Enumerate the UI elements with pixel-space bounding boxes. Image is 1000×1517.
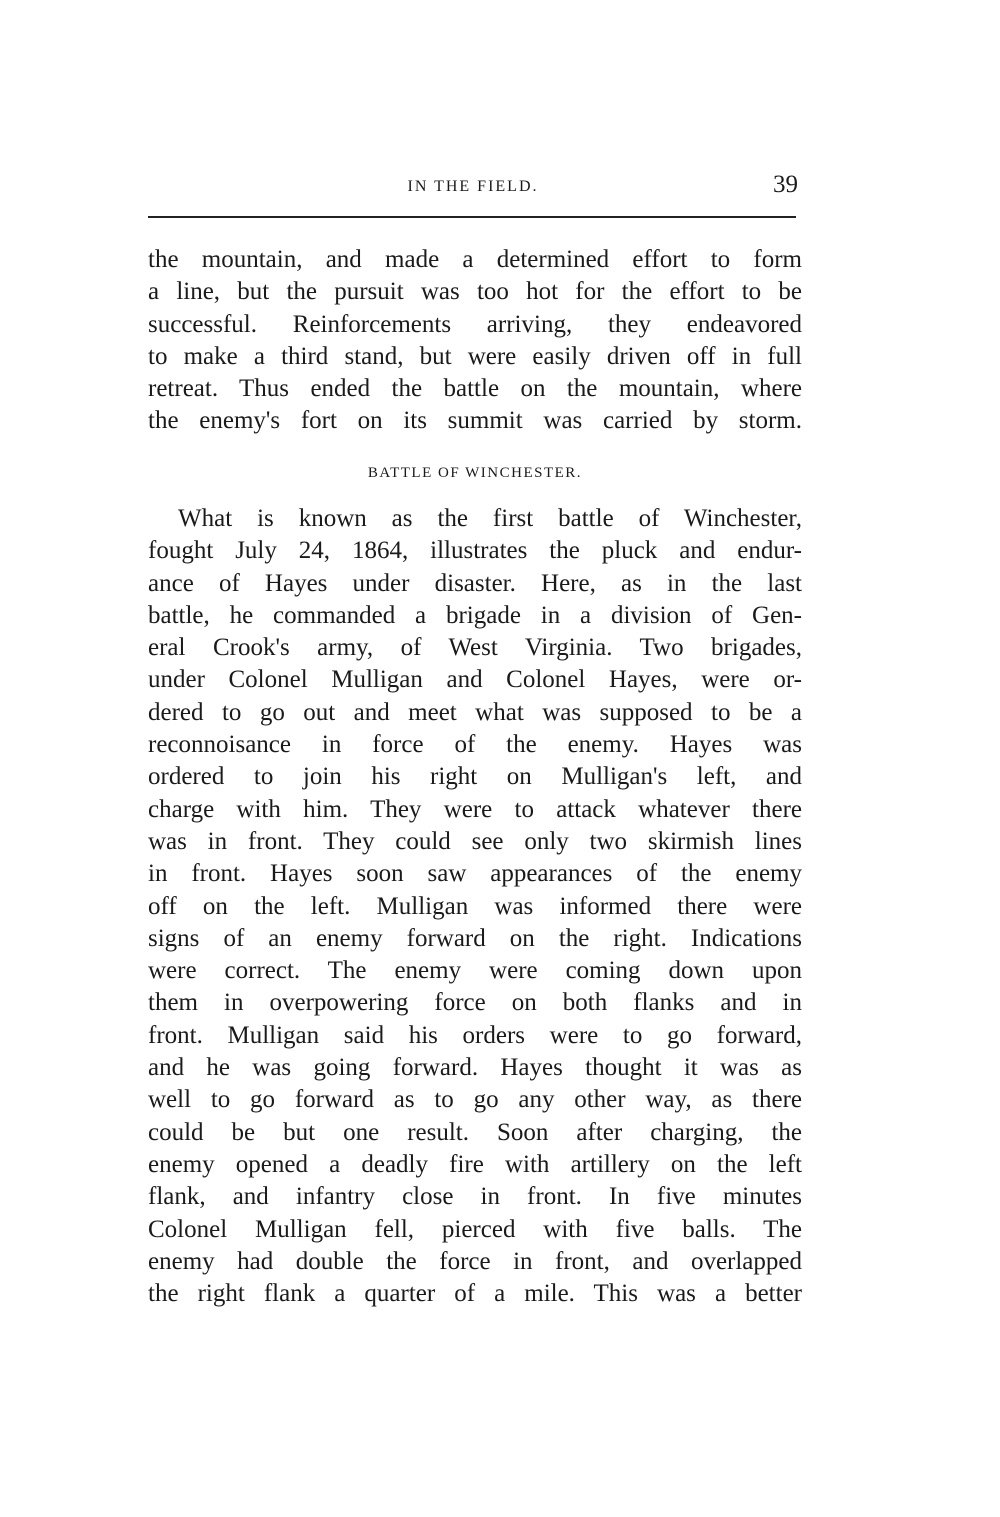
text-line: eral Crook's army, of West Virginia. Two brigades, bbox=[148, 634, 802, 662]
text-line: ance of Hayes under disaster. Here, as in the last bbox=[148, 569, 802, 597]
section-heading: BATTLE OF WINCHESTER. bbox=[367, 465, 583, 481]
text-line: the mountain, and made a determined effort to form bbox=[148, 246, 802, 273]
text-line: in front. Hayes soon saw appearances of the enemy bbox=[148, 860, 802, 888]
text-line: a line, but the pursuit was too hot for the effort to be bbox=[148, 278, 802, 306]
page-number: 39 bbox=[773, 171, 798, 198]
text-line: Colonel Mulligan fell, pierced with five balls. The bbox=[148, 1215, 802, 1243]
running-title: IN THE FIELD. bbox=[407, 178, 539, 195]
text-line: ordered to join his right on Mulligan's left, and bbox=[148, 763, 802, 791]
text-line: successful. Reinforcements arriving, they endeavored bbox=[148, 310, 802, 338]
text-line: under Colonel Mulligan and Colonel Hayes, were or- bbox=[148, 666, 802, 694]
text-line: front. Mulligan said his orders were to go forward, bbox=[148, 1021, 802, 1049]
text-line: fought July 24, 1864, illustrates the pluck and endur- bbox=[148, 537, 802, 565]
text-line: them in overpowering force on both flanks and in bbox=[148, 989, 802, 1017]
text-line: well to go forward as to go any other way, as there bbox=[148, 1086, 802, 1114]
text-line: flank, and infantry close in front. In five minutes bbox=[148, 1183, 802, 1211]
text-line: off on the left. Mulligan was informed there were bbox=[148, 892, 802, 920]
text-line: and he was going forward. Hayes thought it was as bbox=[148, 1054, 802, 1082]
text-line: were correct. The enemy were coming down upon bbox=[148, 957, 802, 985]
text-line: battle, he commanded a brigade in a division of Gen- bbox=[148, 601, 802, 629]
running-head bbox=[148, 171, 798, 211]
text-line: charge with him. They were to attack whatever there bbox=[148, 795, 802, 823]
text-line: signs of an enemy forward on the right. Indications bbox=[148, 924, 802, 952]
text-line: the enemy's fort on its summit was carried by storm. bbox=[148, 407, 802, 435]
text-line: could be but one result. Soon after charging, the bbox=[148, 1118, 802, 1146]
text-line: was in front. They could see only two skirmish lines bbox=[148, 827, 802, 855]
text-line: dered to go out and meet what was supposed to be a bbox=[148, 698, 802, 726]
paragraph-continuation bbox=[148, 244, 802, 438]
text-line: reconnoisance in force of the enemy. Hayes was bbox=[148, 731, 802, 759]
text-line: to make a third stand, but were easily driven off in full bbox=[148, 342, 802, 370]
header-rule bbox=[148, 216, 796, 218]
text-line: enemy had double the force in front, and overlapped bbox=[148, 1247, 802, 1275]
text-line: retreat. Thus ended the battle on the mountain, where bbox=[148, 375, 802, 403]
text-line: the right flank a quarter of a mile. This was a better bbox=[148, 1280, 802, 1308]
text-line: enemy opened a deadly fire with artillery on the left bbox=[148, 1150, 802, 1178]
paragraph-winchester bbox=[148, 503, 802, 1310]
text-line-indented: What is known as the first battle of Winchester, bbox=[178, 505, 802, 532]
